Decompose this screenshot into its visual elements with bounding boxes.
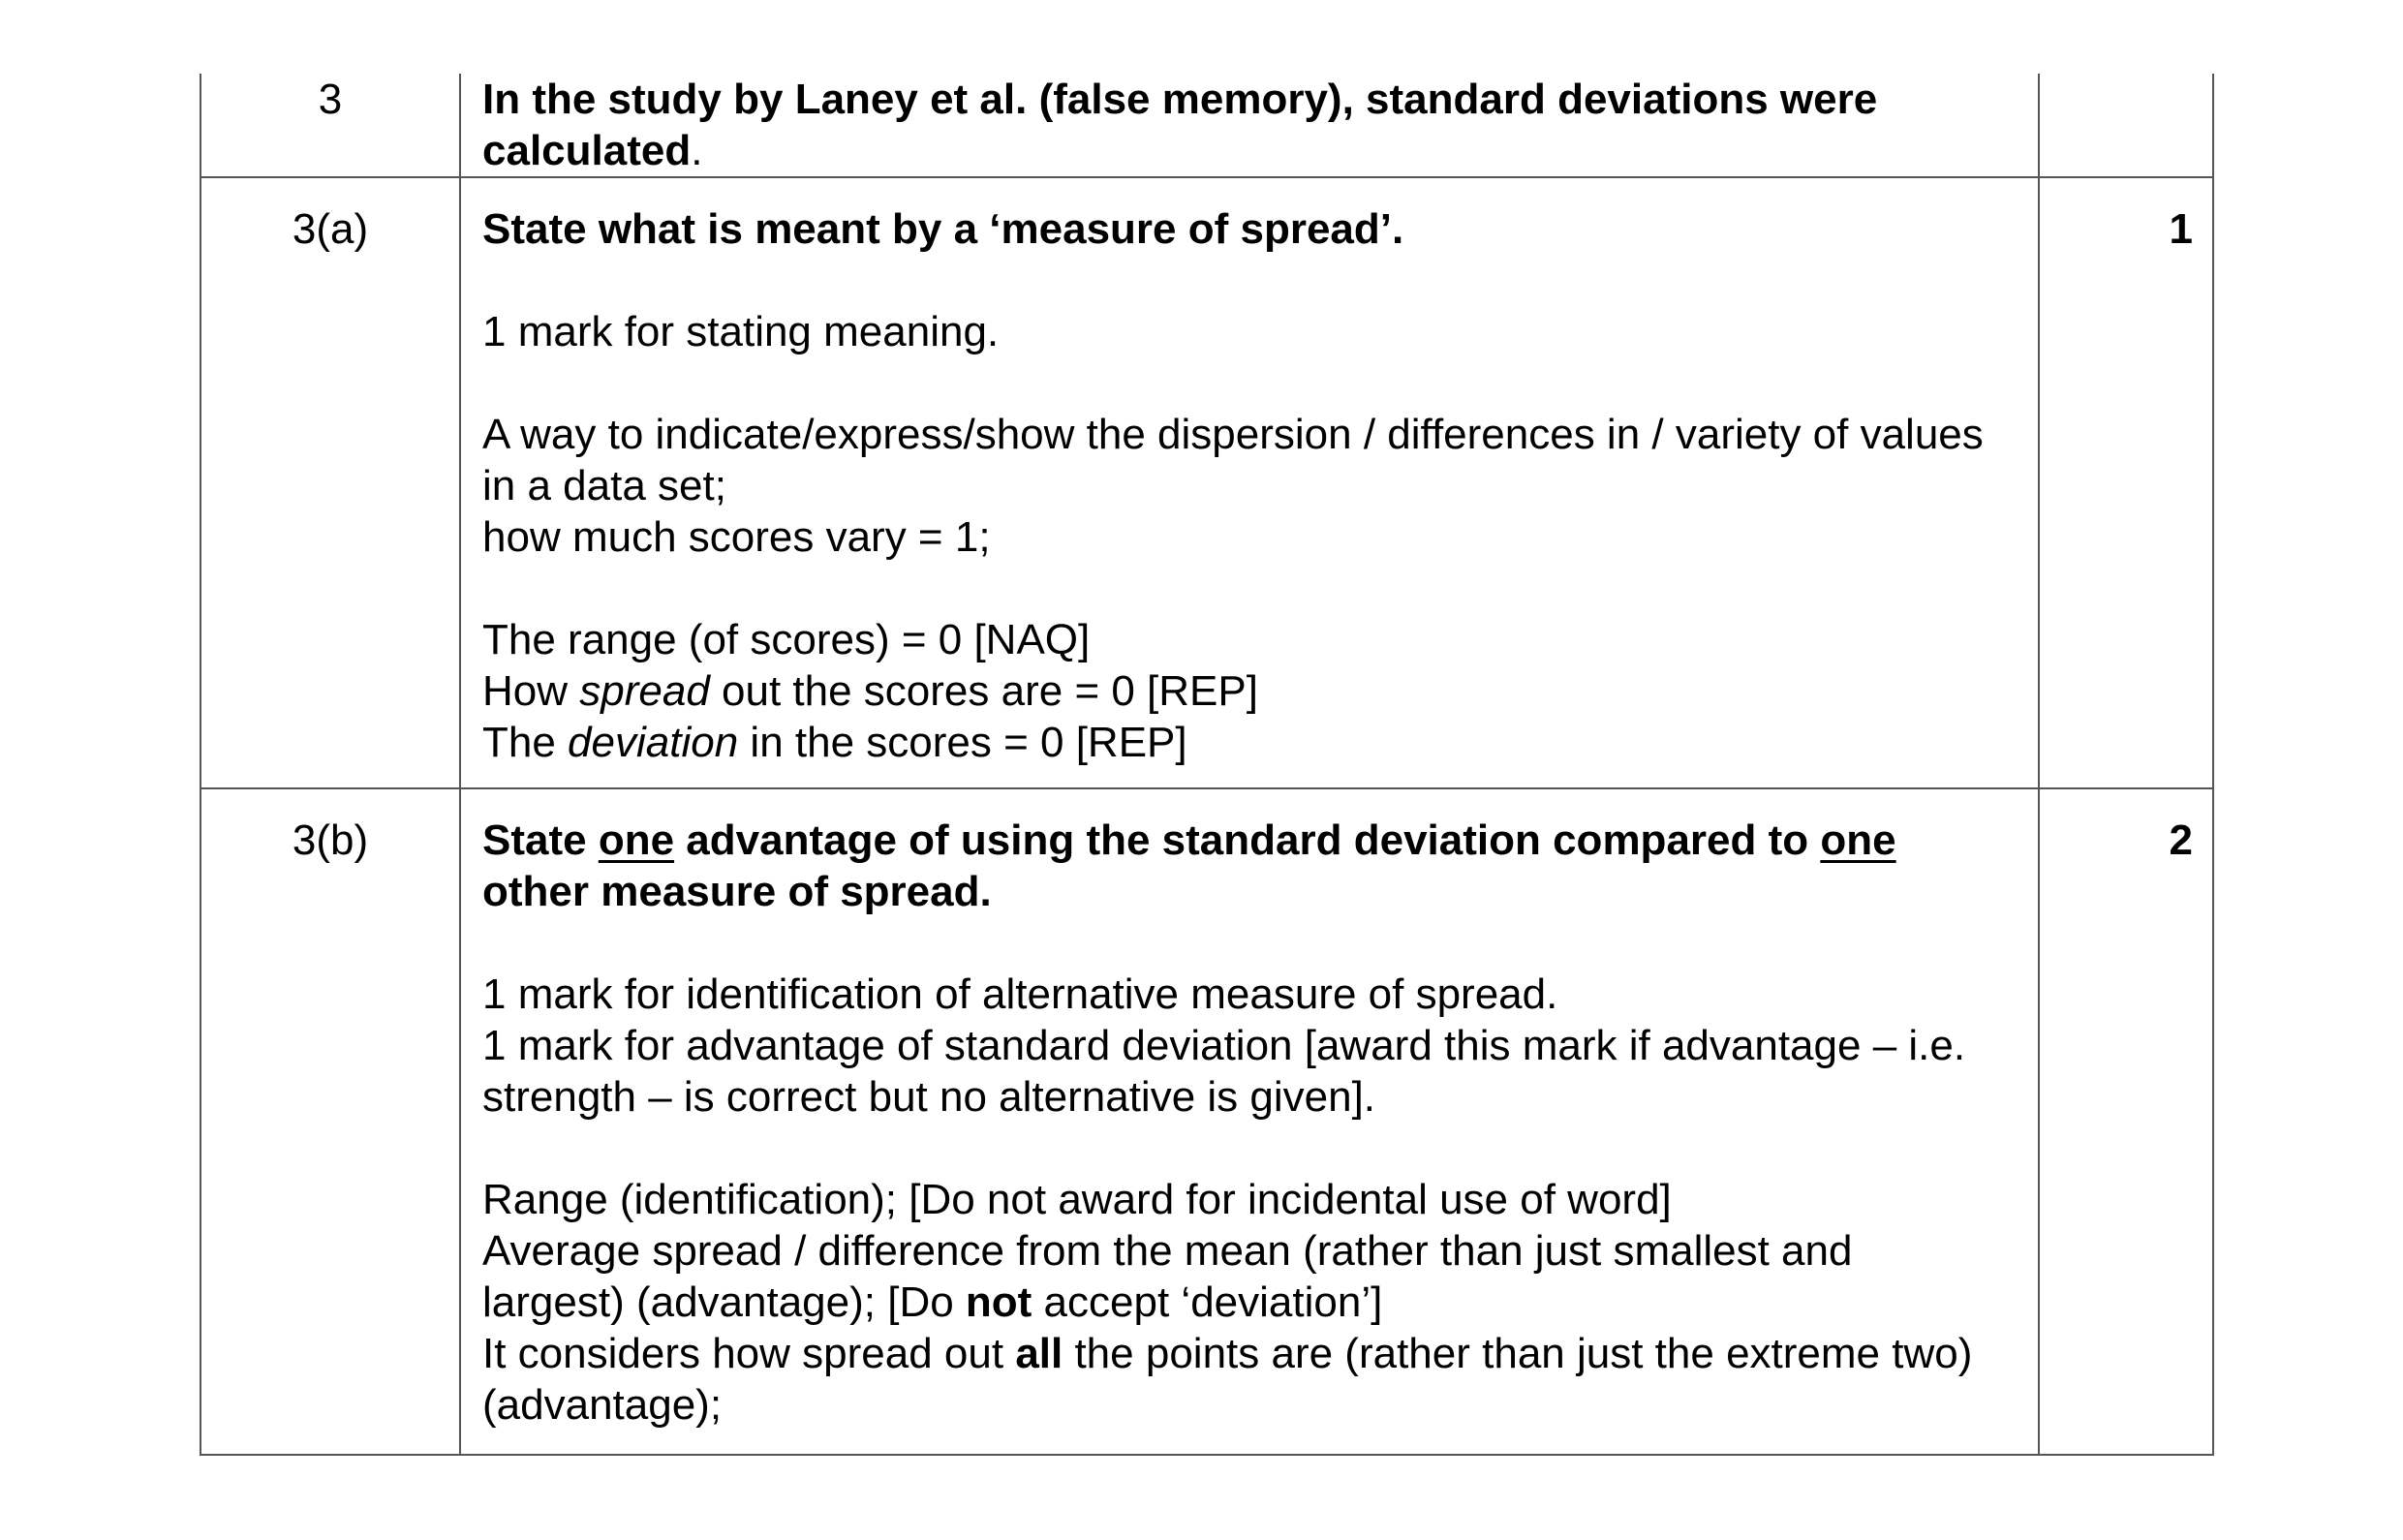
question-3b-content	[460, 788, 2039, 1455]
question-3b-row	[200, 788, 2213, 1455]
question-stem-period: .	[691, 127, 703, 174]
marking-guidance: 1 mark for stating meaning.	[482, 308, 1000, 355]
question-number: 3(b)	[200, 788, 460, 1455]
answer-line: Range (identification); [Do not award for incidental use of word]	[482, 1176, 1672, 1223]
question-3a-content	[460, 177, 2039, 788]
mark-scheme-table	[200, 74, 2214, 1456]
answer-line: how much scores vary = 1;	[482, 513, 991, 561]
reject-line: The deviation in the scores = 0 [REP]	[482, 719, 1187, 766]
marks-value: 1	[2039, 177, 2213, 788]
question-number: 3	[200, 74, 460, 177]
question-3a-row	[200, 177, 2213, 788]
answer-line: A way to indicate/express/show the dispersion / differences in / variety of values in a data set;	[482, 411, 1984, 509]
question-number: 3(a)	[200, 177, 460, 788]
reject-line: The range (of scores) = 0 [NAQ]	[482, 616, 1091, 663]
marks-value: 2	[2039, 788, 2213, 1455]
marking-guidance: 1 mark for advantage of standard deviation [award this mark if advantage – i.e. strength – is correct but no alternative is given].	[482, 1022, 1966, 1121]
marking-guidance: 1 mark for identification of alternative measure of spread.	[482, 970, 1558, 1018]
question-3-stem	[460, 74, 2039, 177]
reject-line: How spread out the scores are = 0 [REP]	[482, 667, 1258, 715]
question-text: State one advantage of using the standard deviation compared to one other measure of spread.	[482, 816, 1896, 915]
question-stem-text: In the study by Laney et al. (false memory), standard deviations were calculated	[482, 76, 1878, 174]
marks-cell	[2039, 74, 2213, 177]
question-text: State what is meant by a ‘measure of spread’.	[482, 205, 1404, 253]
answer-line: Average spread / difference from the mean (rather than just smallest and largest) (advantage); [Do not accept ‘deviation’]	[482, 1227, 1853, 1326]
question-3-row	[200, 74, 2213, 177]
answer-line: It considers how spread out all the points are (rather than just the extreme two) (advantage);	[482, 1330, 1973, 1429]
